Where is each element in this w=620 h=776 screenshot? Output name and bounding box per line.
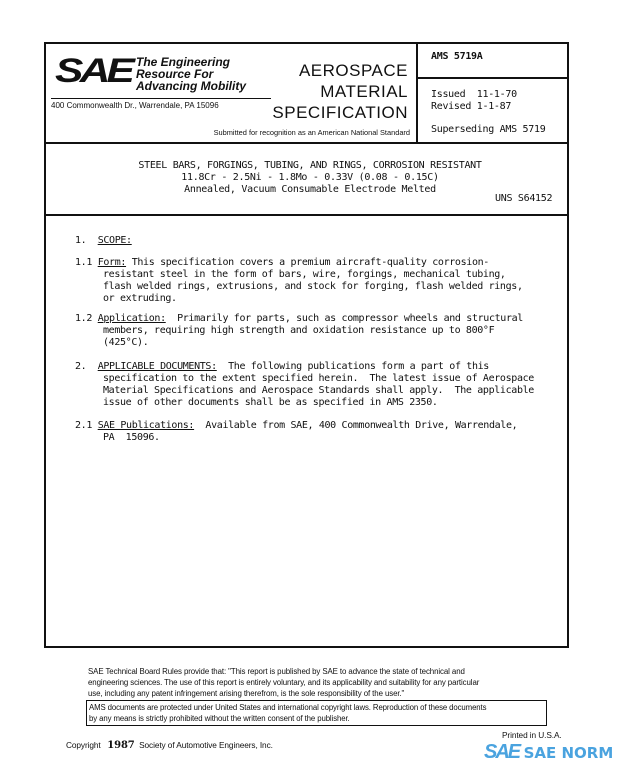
watermark-logo: SAE (484, 741, 520, 763)
copyright-owner: Society of Automotive Engineers, Inc. (139, 740, 273, 750)
section-heading: Form: (97, 257, 127, 268)
title-line: Annealed, Vacuum Consumable Electrode Melted (184, 184, 436, 195)
section-heading: SAE Publications: (97, 420, 195, 431)
tagline-line: The Engineering (136, 55, 231, 69)
title-line: STEEL BARS, FORGINGS, TUBING, AND RINGS, CORROSION RESISTANT (138, 160, 482, 171)
tagline-line: Advancing Mobility (136, 79, 247, 93)
section-1-2 (75, 313, 523, 349)
ansi-note: Submitted for recognition as an American National Standard (213, 128, 410, 137)
sae-tagline (136, 56, 246, 92)
section-text: flash welded rings, extrusions, and stock for forging, flash welded rings, (103, 281, 523, 292)
section-number: 2.1 (75, 420, 93, 431)
material-title (0, 160, 620, 196)
printed-in: Printed in U.S.A. (502, 730, 562, 740)
section-1 (75, 235, 132, 247)
spec-title-line: AEROSPACE (298, 61, 408, 80)
copyright-line (66, 740, 273, 751)
technical-board-rules (88, 666, 479, 699)
section-2-1 (75, 420, 517, 444)
tagline-line: Resource For (136, 67, 214, 81)
doc-number: AMS 5719A (431, 51, 483, 62)
issued-date: Issued 11-1-70 (431, 89, 517, 100)
section-text: members, requiring high strength and oxidation resistance up to 800°F (103, 325, 495, 336)
section-heading: SCOPE: (97, 235, 132, 246)
sae-norm-watermark (484, 741, 613, 764)
logo-rule (51, 98, 271, 99)
section-text: (425°C). (103, 337, 149, 348)
section-number: 1.1 (75, 257, 93, 268)
superseding: Superseding AMS 5719 (431, 124, 546, 135)
spec-title-line: SPECIFICATION (272, 103, 408, 122)
section-heading: APPLICABLE DOCUMENTS: (97, 361, 217, 372)
section-text: or extruding. (103, 293, 177, 304)
section-text: The following publications form a part of this (216, 361, 489, 372)
rules-line: SAE Technical Board Rules provide that: "This report is published by SAE to advance the state of technical and (88, 667, 465, 676)
section-number: 1.2 (75, 313, 93, 324)
watermark-text: SAE NORM (523, 744, 614, 762)
section-text: issue of other documents shall be as specified in AMS 2350. (103, 397, 438, 408)
section-number: 2. (75, 361, 87, 372)
spec-title-line: MATERIAL (320, 82, 408, 101)
section-text: specification to the extent specified herein. The latest issue of Aerospace (103, 373, 534, 384)
section-1-1 (75, 257, 523, 305)
section-2 (75, 361, 534, 409)
section-text: Available from SAE, 400 Commonwealth Drive, Warrendale, (194, 420, 518, 431)
section-text: resistant steel in the form of bars, wire, forgings, mechanical tubing, (103, 269, 506, 280)
copyright-year: 1987 (107, 740, 135, 751)
section-text: PA 15096. (103, 432, 160, 443)
sae-address: 400 Commonwealth Dr., Warrendale, PA 15096 (51, 101, 219, 110)
section-heading: Application: (97, 313, 166, 324)
title-line: 11.8Cr - 2.5Ni - 1.8Mo - 0.33V (0.08 - 0.15C) (181, 172, 439, 183)
spec-title (272, 60, 408, 123)
rules-line: use, including any patent infringement arising therefrom, is the sole responsibility of the user." (88, 689, 405, 698)
section-number: 1. (75, 235, 87, 246)
section-text: This specification covers a premium aircraft-quality corrosion- (126, 257, 489, 268)
section-text: Primarily for parts, such as compressor wheels and structural (165, 313, 523, 324)
notice-line: AMS documents are protected under United States and international copyright laws. Reproduction of these documents (89, 703, 487, 712)
copyright-notice-box (86, 700, 547, 726)
header-divider (416, 42, 418, 144)
notice-line: by any means is strictly prohibited without the written consent of the publisher. (89, 714, 350, 723)
rules-line: engineering sciences. The use of this report is entirely voluntary, and its applicability and suitability for any particular (88, 678, 480, 687)
header-row-divider (416, 77, 567, 79)
uns-number: UNS S64152 (495, 193, 553, 204)
sae-logo: SAE (55, 52, 132, 90)
revised-date: Revised 1-1-87 (431, 101, 512, 112)
copyright-label: Copyright (66, 740, 101, 750)
section-text: Material Specifications and Aerospace Standards shall apply. The applicable (103, 385, 534, 396)
